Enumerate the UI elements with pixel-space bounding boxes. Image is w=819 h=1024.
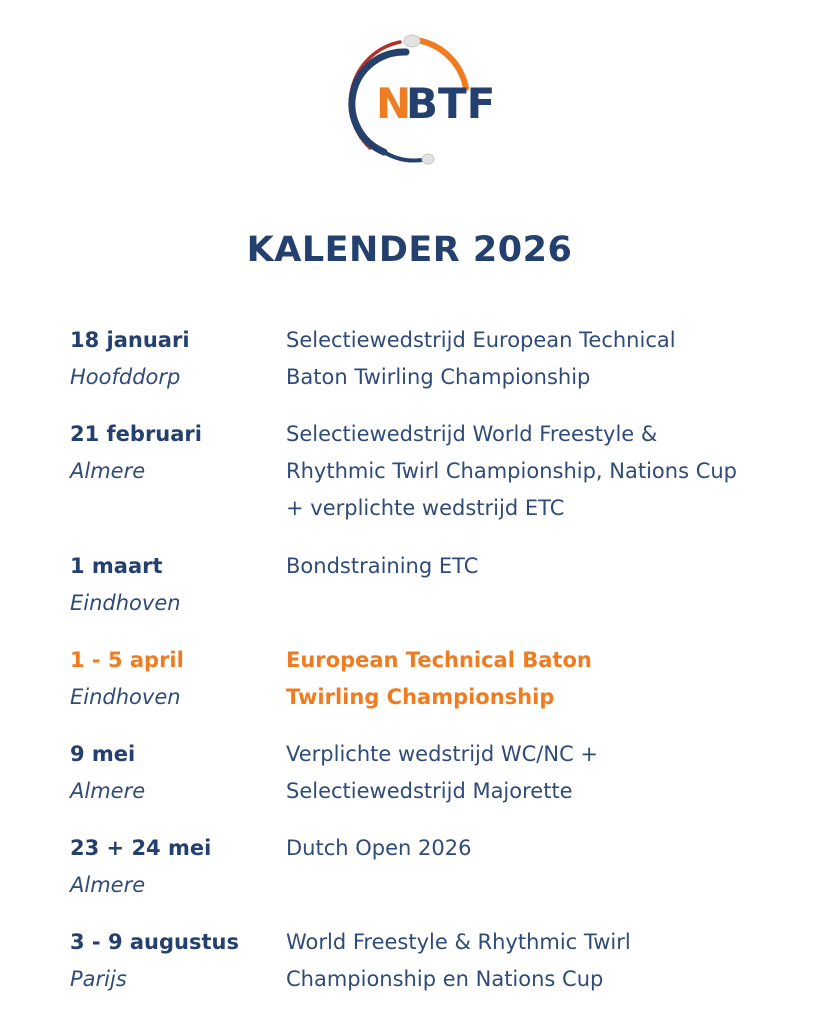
event-description-line: Verplichte wedstrijd WC/NC + xyxy=(286,742,599,766)
event-description xyxy=(286,548,806,585)
event-description-line: World Freestyle & Rhythmic Twirl xyxy=(286,930,631,954)
logo-letter-n: N xyxy=(376,79,412,128)
event-description-line: Baton Twirling Championship xyxy=(286,365,591,389)
event-date: 21 februari xyxy=(70,422,202,446)
event-location: Almere xyxy=(70,779,146,803)
event-location: Parijs xyxy=(70,967,127,991)
event-description-line: Twirling Championship xyxy=(286,685,555,709)
event-description-line: Championship en Nations Cup xyxy=(286,967,604,991)
event-location: Almere xyxy=(70,873,146,897)
event-description xyxy=(286,924,806,998)
event-date-column xyxy=(70,736,280,810)
event-description-line: Selectiewedstrijd Majorette xyxy=(286,779,573,803)
baton-arc-icon xyxy=(340,30,496,170)
event-description xyxy=(286,416,806,527)
event-location: Eindhoven xyxy=(70,591,181,615)
event-description xyxy=(286,736,806,810)
event-description-line: Selectiewedstrijd European Technical xyxy=(286,328,676,352)
event-description-line: European Technical Baton xyxy=(286,648,592,672)
event-location: Almere xyxy=(70,459,146,483)
event-date: 18 januari xyxy=(70,328,190,352)
event-location: Eindhoven xyxy=(70,685,181,709)
event-date-column xyxy=(70,924,280,998)
page-title: KALENDER 2026 xyxy=(246,230,573,270)
event-date: 1 maart xyxy=(70,554,163,578)
event-date: 9 mei xyxy=(70,742,136,766)
event-date-column xyxy=(70,322,280,396)
event-date-column xyxy=(70,830,280,904)
event-date: 23 + 24 mei xyxy=(70,836,212,860)
event-date-column xyxy=(70,642,280,716)
logo-letters-btf: BTF xyxy=(406,79,496,128)
event-description xyxy=(286,642,806,716)
event-description xyxy=(286,322,806,396)
event-description-line: Dutch Open 2026 xyxy=(286,836,472,860)
event-description-line: Rhythmic Twirl Championship, Nations Cup xyxy=(286,459,737,483)
event-date: 3 - 9 augustus xyxy=(70,930,239,954)
event-description-line: Selectiewedstrijd World Freestyle & xyxy=(286,422,658,446)
event-description xyxy=(286,830,806,867)
event-date: 1 - 5 april xyxy=(70,648,184,672)
event-location: Hoofddorp xyxy=(70,365,181,389)
event-date-column xyxy=(70,548,280,622)
event-description-line: + verplichte wedstrijd ETC xyxy=(286,496,565,520)
event-description-line: Bondstraining ETC xyxy=(286,554,479,578)
event-date-column xyxy=(70,416,280,490)
nbtf-logo xyxy=(340,30,496,170)
